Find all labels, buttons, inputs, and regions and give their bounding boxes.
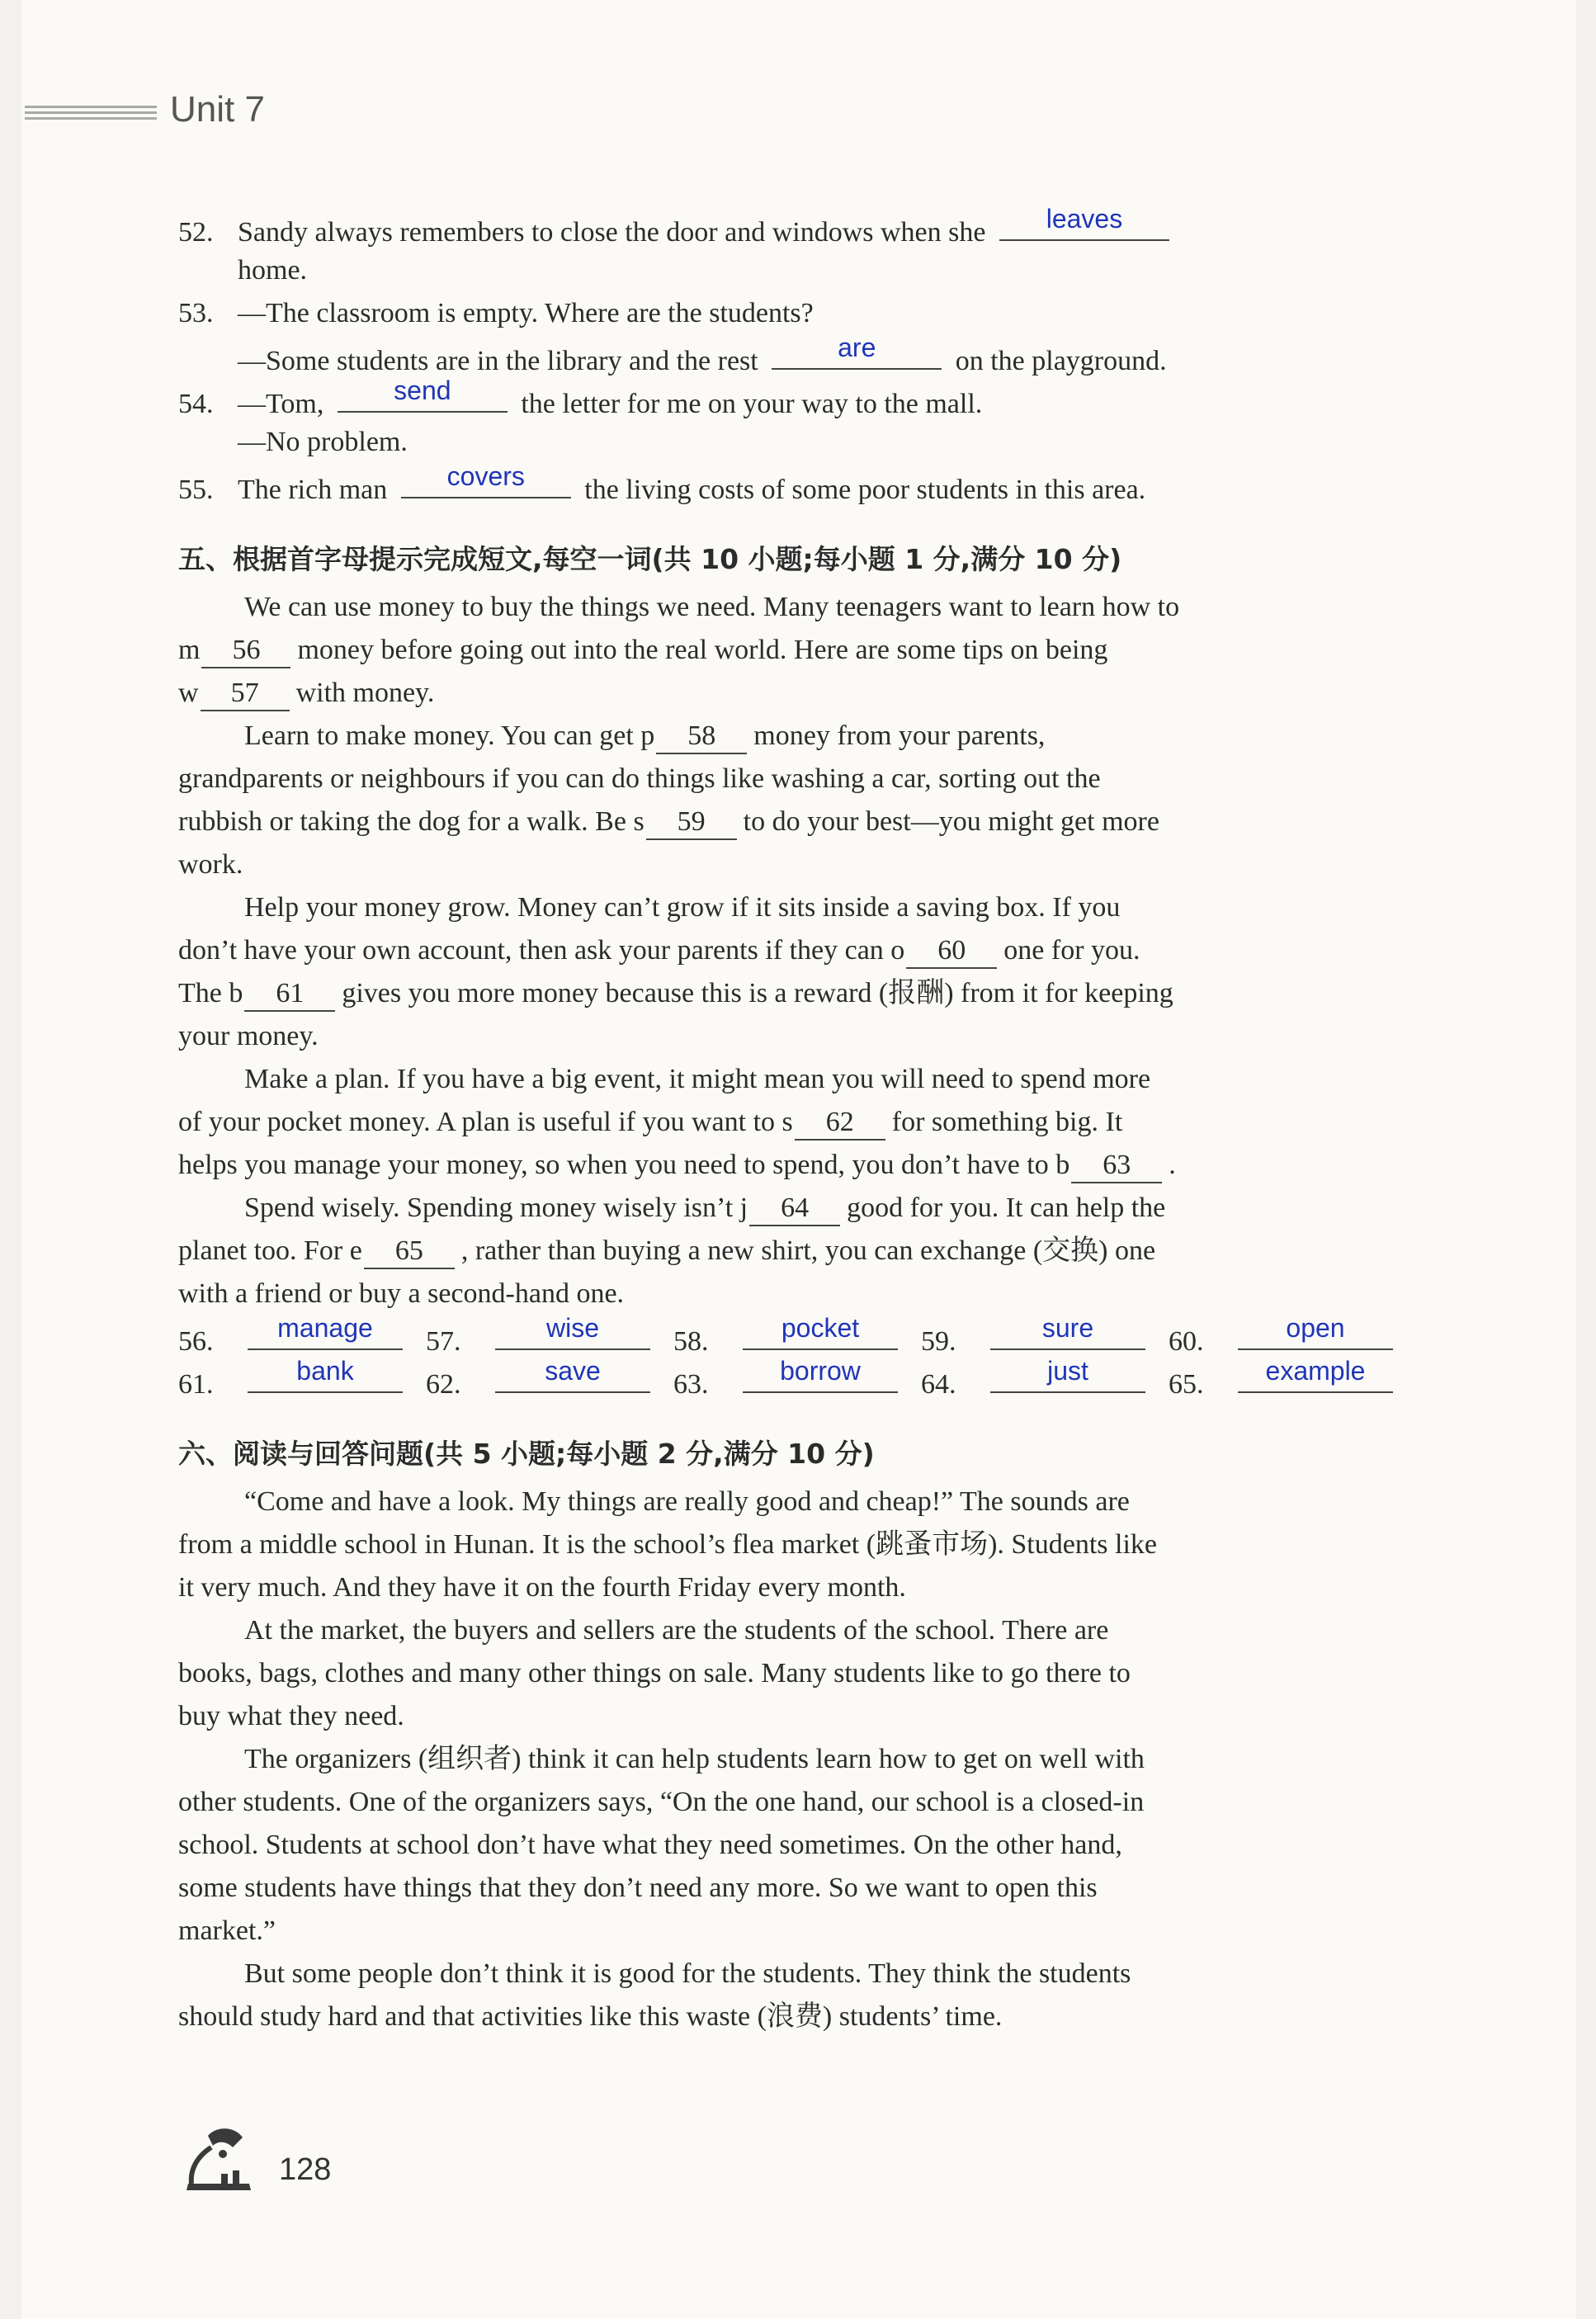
handwritten-answer: covers: [446, 461, 525, 491]
passage-line: it very much. And they have it on the fourth Friday every month.: [178, 1572, 906, 1603]
blank-number: 61: [244, 977, 335, 1012]
passage-line: planet too. For e 65 , rather than buying a new shirt, you can exchange (交换) one: [178, 1230, 1416, 1273]
passage-line: market.”: [178, 1915, 276, 1946]
question-52: 52. Sandy always remembers to close the door and windows when she leaves: [178, 206, 1416, 249]
passage-line: books, bags, clothes and many other things on sale. Many students like to go there to: [178, 1658, 1131, 1688]
question-54: 54. —Tom, send the letter for me on your way to the mall.: [178, 375, 983, 419]
answer-blank: [495, 1358, 650, 1393]
blank-number: 56: [201, 634, 290, 668]
blank-number: 57: [201, 677, 290, 711]
desk-lamp-icon: [175, 2119, 257, 2194]
handwritten-answer: save: [545, 1356, 601, 1386]
passage-line: with a friend or buy a second-hand one.: [178, 1278, 625, 1309]
question-55: 55. The rich man covers the living costs of some poor students in this area.: [178, 461, 1146, 505]
answer-blank: [990, 1358, 1145, 1393]
answer-blank: [248, 1315, 403, 1350]
answer-blank-53: [772, 335, 942, 370]
section-6-title: 六、阅读与回答问题(共 5 小题;每小题 2 分,满分 10 分): [178, 1438, 875, 1470]
passage-line: The organizers (组织者) think it can help students learn how to get on well with: [244, 1744, 1145, 1774]
passage-line: Help your money grow. Money can’t grow if it sits inside a saving box. If you: [244, 892, 1121, 923]
passage-line: from a middle school in Hunan. It is the school’s flea market (跳蚤市场). Students like: [178, 1529, 1157, 1560]
passage-line: some students have things that they don’t need any more. So we want to open this: [178, 1873, 1098, 1903]
handwritten-answer: just: [1047, 1356, 1088, 1386]
passage-line: m 56 money before going out into the real world. Here are some tips on being: [178, 629, 1416, 672]
answer-blank-54: [338, 375, 508, 413]
passage-line: Learn to make money. You can get p 58 money from your parents,: [178, 715, 1416, 758]
handwritten-answer: leaves: [1046, 204, 1123, 234]
question-53: 53. —The classroom is empty. Where are the students?: [178, 298, 814, 328]
handwritten-answer: sure: [1041, 1313, 1094, 1343]
passage-line: The b 61 gives you more money because this is a reward (报酬) from it for keeping: [178, 972, 1416, 1015]
unit-title: Unit 7: [170, 89, 265, 130]
question-53-reply: —Some students are in the library and the rest are on the playground.: [238, 333, 1167, 376]
header-decoration-lines: [25, 106, 157, 125]
passage-line: should study hard and that activities like this waste (浪费) students’ time.: [178, 2001, 1003, 2032]
question-54-reply: —No problem.: [238, 427, 408, 457]
answer-blank: [495, 1315, 650, 1350]
section-5-title: 五、根据首字母提示完成短文,每空一词(共 10 小题;每小题 1 分,满分 10 分): [178, 543, 1122, 575]
handwritten-answer: wise: [545, 1313, 599, 1343]
question-52-continued: home.: [238, 255, 308, 286]
blank-number: 58: [656, 720, 747, 754]
blank-number: 65: [364, 1235, 455, 1269]
blank-number: 59: [646, 805, 737, 840]
answer-cell-63: 63. borrow: [673, 1358, 921, 1406]
passage-line: school. Students at school don’t have what they need sometimes. On the other hand,: [178, 1830, 1122, 1860]
passage-line: But some people don’t think it is good for the students. They think the students: [244, 1958, 1131, 1989]
answer-blank: [990, 1315, 1145, 1350]
passage-line: other students. One of the organizers says, “On the one hand, our school is a closed-in: [178, 1787, 1145, 1817]
page-number: 128: [279, 2152, 332, 2187]
passage-line: We can use money to buy the things we need. Many teenagers want to learn how to: [244, 592, 1180, 622]
answer-cell-56: 56. manage: [178, 1315, 426, 1363]
answer-cell-62: 62. save: [426, 1358, 673, 1406]
passage-line: Spend wisely. Spending money wisely isn’t j 64 good for you. It can help the: [178, 1187, 1416, 1230]
workbook-page: [21, 0, 1576, 2319]
answer-blank: [248, 1358, 403, 1393]
answer-blank-55: [401, 461, 571, 498]
answer-cell-61: 61. bank: [178, 1358, 426, 1406]
passage-line: w 57 with money.: [178, 672, 1416, 715]
passage-line: Make a plan. If you have a big event, it might mean you will need to spend more: [244, 1064, 1151, 1094]
handwritten-answer: send: [394, 375, 451, 405]
blank-number: 63: [1071, 1149, 1162, 1183]
handwritten-answer: borrow: [780, 1356, 861, 1386]
answer-cell-60: 60. open: [1169, 1315, 1416, 1363]
answer-blank: [1238, 1358, 1393, 1393]
blank-number: 60: [906, 934, 997, 969]
passage-line: work.: [178, 849, 243, 880]
answer-cell-64: 64. just: [921, 1358, 1169, 1406]
blank-number: 62: [795, 1106, 885, 1141]
handwritten-answer: example: [1265, 1356, 1366, 1386]
answer-blank: [1238, 1315, 1393, 1350]
answer-blank: [743, 1358, 898, 1393]
answer-blank-52: [999, 206, 1169, 241]
handwritten-answer: bank: [296, 1356, 354, 1386]
passage-line: buy what they need.: [178, 1701, 404, 1731]
answer-row-2: [178, 1358, 1416, 1401]
handwritten-answer: pocket: [781, 1313, 860, 1343]
passage-line: grandparents or neighbours if you can do things like washing a car, sorting out the: [178, 763, 1101, 794]
passage-line: of your pocket money. A plan is useful if you want to s 62 for something big. It: [178, 1101, 1416, 1144]
passage-line: don’t have your own account, then ask your parents if they can o 60 one for you.: [178, 929, 1416, 972]
answer-cell-65: 65. example: [1169, 1358, 1416, 1406]
passage-line: At the market, the buyers and sellers are the students of the school. There are: [244, 1615, 1109, 1646]
blank-number: 64: [749, 1192, 840, 1226]
handwritten-answer: open: [1286, 1313, 1345, 1343]
passage-line: your money.: [178, 1021, 319, 1051]
passage-line: helps you manage your money, so when you need to spend, you don’t have to b 63 .: [178, 1144, 1416, 1187]
answer-blank: [743, 1315, 898, 1350]
passage-line: “Come and have a look. My things are really good and cheap!” The sounds are: [244, 1486, 1130, 1517]
answer-cell-58: 58. pocket: [673, 1315, 921, 1363]
handwritten-answer: are: [838, 333, 876, 362]
page-content: [178, 206, 1416, 2038]
answer-cell-57: 57. wise: [426, 1315, 673, 1363]
passage-line: rubbish or taking the dog for a walk. Be s 59 to do your best—you might get more: [178, 801, 1416, 843]
answer-row-1: [178, 1315, 1416, 1358]
answer-cell-59: 59. sure: [921, 1315, 1169, 1363]
handwritten-answer: manage: [277, 1313, 373, 1343]
